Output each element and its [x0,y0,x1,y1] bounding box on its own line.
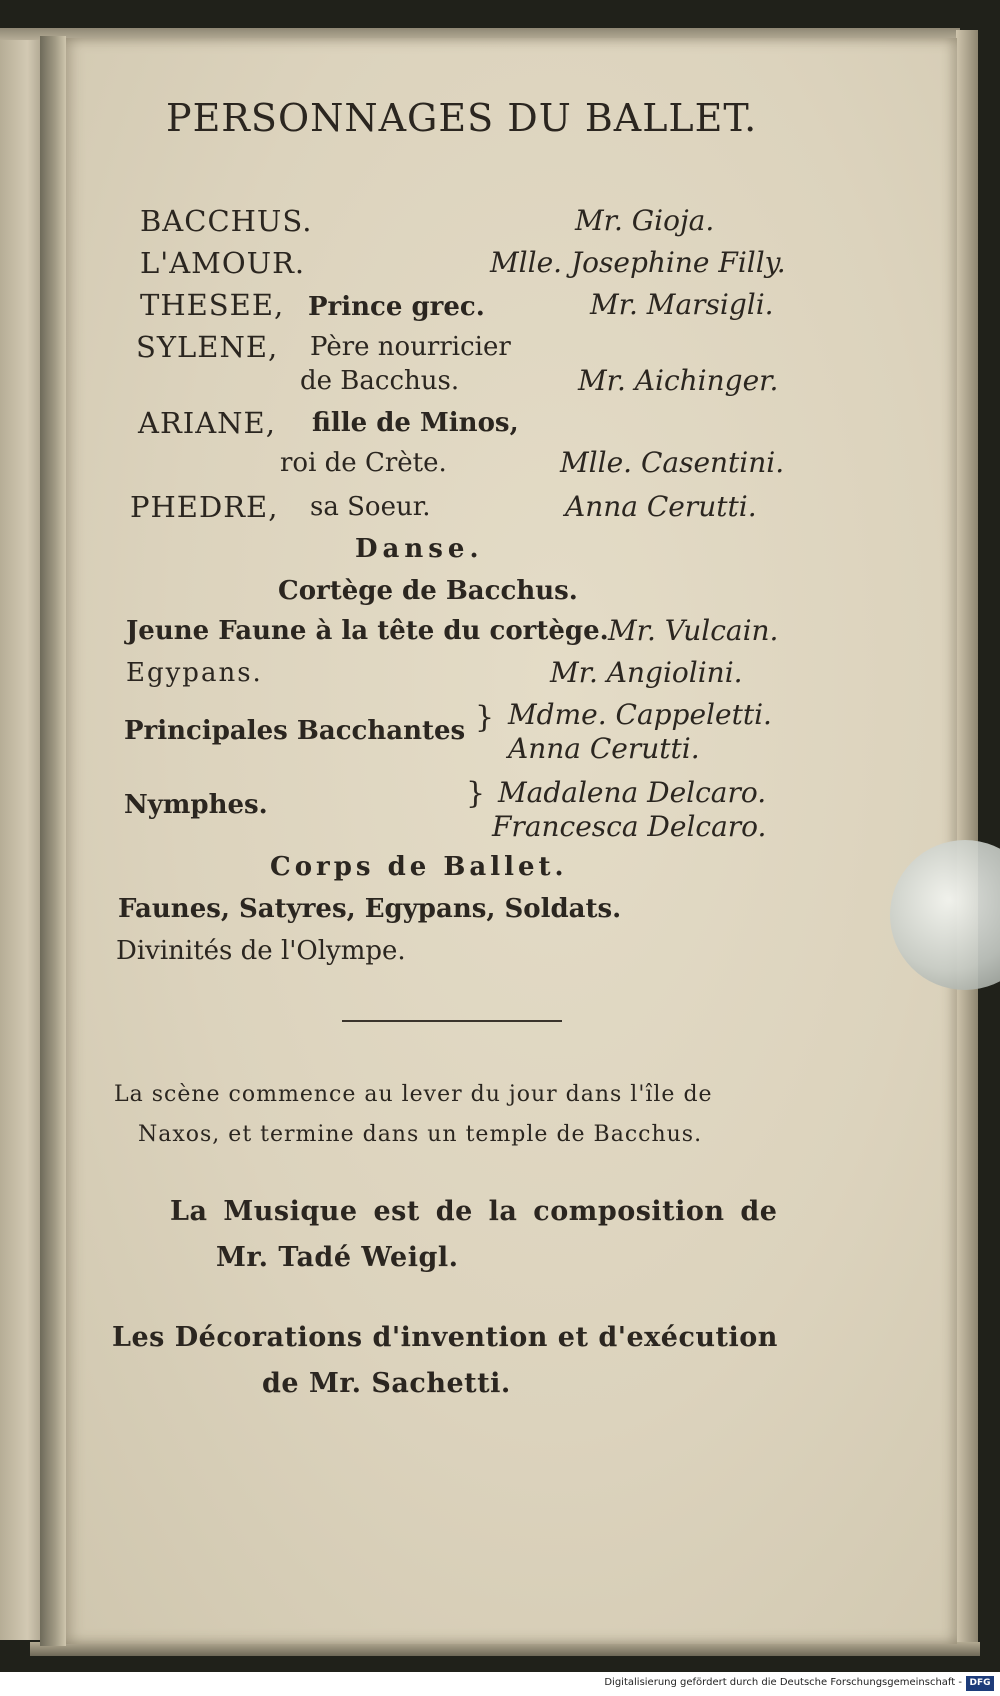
role-phedre: PHEDRE, [130,490,279,524]
section-divider [342,1020,562,1022]
desc-phedre: sa Soeur. [310,492,431,522]
desc-thesee: Prince grec. [308,292,485,322]
actor-vulcain: Mr. Vulcain. [608,614,779,647]
actor-madalena-delcaro: Madalena Delcaro. [498,776,767,809]
actor-francesca-delcaro: Francesca Delcaro. [492,810,767,843]
role-egypans: Egypans. [126,658,263,688]
actor-amour: Mlle. Josephine Filly. [490,246,786,279]
decor-line-2: de Mr. Sachetti. [262,1368,511,1399]
role-ariane: ARIANE, [138,406,276,440]
scene-line-2: Naxos, et termine dans un temple de Bacchus. [138,1122,703,1147]
actor-phedre: Anna Cerutti. [565,490,757,523]
role-sylene: SYLENE, [136,330,279,364]
desc-sylene-2: de Bacchus. [300,366,460,396]
cortege-heading: Cortège de Bacchus. [278,576,578,606]
corps-heading: Corps de Ballet. [270,852,568,882]
page-bottom-edge [30,1642,980,1656]
scene-line-1: La scène commence au lever du jour dans l'île de [114,1082,713,1107]
danse-heading: Danse. [355,534,484,564]
actor-bacchus: Mr. Gioja. [575,204,715,237]
role-amour: L'AMOUR. [140,246,306,280]
music-line-1: La Musique est de la composition de [170,1196,778,1227]
actor-ariane: Mlle. Casentini. [560,446,785,479]
book-gutter [40,36,66,1646]
role-thesee: THESEE, [140,288,285,322]
desc-sylene-1: Père nourricier [310,332,511,362]
brace-nymphes: } [466,776,486,811]
brace-bacchantes: } [475,700,495,735]
footer-credit: Digitalisierung gefördert durch die Deutsche Forschungsgemeinschaft - [604,1677,962,1688]
actor-anna-cerutti: Anna Cerutti. [508,732,700,765]
desc-ariane-2: roi de Crète. [280,448,447,478]
desc-ariane-1: fille de Minos, [312,408,519,438]
actor-sylene: Mr. Aichinger. [578,364,779,397]
decor-line-1: Les Décorations d'invention et d'exécution [112,1322,778,1353]
corps-line-2: Divinités de l'Olympe. [116,936,406,966]
actor-angiolini: Mr. Angiolini. [550,656,743,689]
actor-cappeletti: Mdme. Cappeletti. [508,698,772,731]
role-bacchus: BACCHUS. [140,204,313,238]
page-title: PERSONNAGES DU BALLET. [166,96,758,140]
actor-thesee: Mr. Marsigli. [590,288,774,321]
role-nymphes: Nymphes. [124,790,268,820]
role-principales-bacchantes: Principales Bacchantes [124,716,466,746]
corps-line-1: Faunes, Satyres, Egypans, Soldats. [118,894,622,924]
music-line-2: Mr. Tadé Weigl. [216,1242,459,1273]
role-jeune-faune: Jeune Faune à la tête du cortège. [126,616,609,646]
dfg-logo: DFG [966,1676,994,1691]
